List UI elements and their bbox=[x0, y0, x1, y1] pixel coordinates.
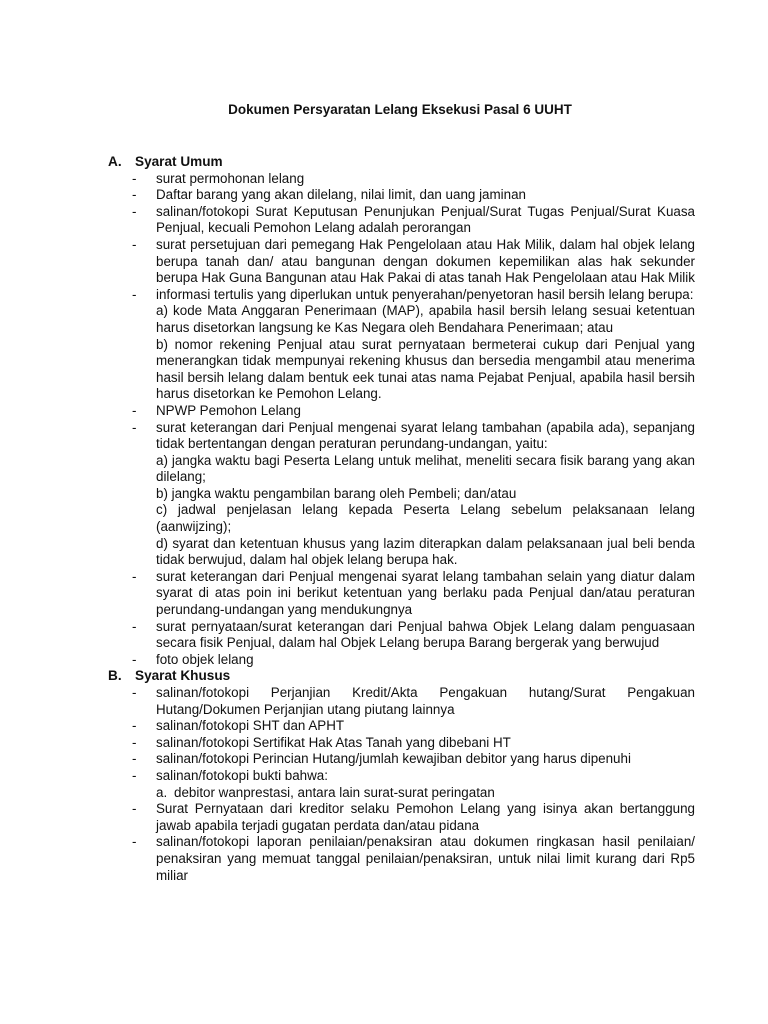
list-item bbox=[108, 403, 695, 420]
item-text: informasi tertulis yang diperlukan untuk penyerahan/penyetoran hasil bersih lelang berupa: bbox=[156, 286, 694, 302]
item-text: surat keterangan dari Penjual mengenai syarat lelang tambahan selain yang diatur dalam syarat di atas poin ini berikut ketentuan yang berlaku pada Penjual dan/atau peraturan perundang-undangan yang mendukungnya bbox=[156, 568, 695, 618]
bullet-dash: - bbox=[132, 419, 137, 435]
list-item bbox=[108, 801, 695, 834]
item-text: salinan/fotokopi Sertifikat Hak Atas Tanah yang dibebani HT bbox=[156, 734, 511, 750]
bullet-dash: - bbox=[132, 801, 137, 817]
bullet-dash: - bbox=[132, 203, 137, 219]
bullet-dash: - bbox=[132, 236, 137, 252]
item-text: surat keterangan dari Penjual mengenai syarat lelang tambahan (apabila ada), sepanjang tidak bertentangan dengan peraturan perundang-undangan, yaitu: bbox=[156, 419, 695, 452]
bullet-dash: - bbox=[132, 834, 137, 850]
bullet-dash: - bbox=[132, 187, 137, 203]
item-text: surat pernyataan/surat keterangan dari Penjual bahwa Objek Lelang dalam penguasaan secara fisik Penjual, dalam hal Objek Lelang berupa Barang bergerak yang berwujud bbox=[156, 618, 695, 651]
list-item bbox=[108, 187, 695, 204]
section-heading bbox=[108, 668, 695, 685]
sub-item-text: a) jangka waktu bagi Peserta Lelang untuk melihat, meneliti secara fisik barang yang akan dilelang; bbox=[156, 452, 695, 485]
list-item bbox=[108, 237, 695, 287]
sub-item-text: b) jangka waktu pengambilan barang oleh Pembeli; dan/atau bbox=[156, 485, 517, 501]
list-item bbox=[108, 768, 695, 801]
bullet-dash: - bbox=[132, 685, 137, 700]
item-text: foto objek lelang bbox=[156, 651, 254, 667]
item-text: salinan/fotokopi bukti bahwa: bbox=[156, 767, 328, 783]
list-item bbox=[108, 652, 695, 669]
item-text: Surat Pernyataan dari kreditor selaku Pemohon Lelang yang isinya akan bertanggung jawab apabila terjadi gugatan perdata dan/atau pidana bbox=[156, 801, 695, 833]
section-letter: A. bbox=[108, 154, 122, 169]
sub-item-text: d) syarat dan ketentuan khusus yang lazim diterapkan dalam pelaksanaan jual beli benda tidak berwujud, dalam hal objek lelang berupa hak. bbox=[156, 535, 695, 568]
item-text: salinan/fotokopi Surat Keputusan Penunjukan Penjual/Surat Tugas Penjual/Surat Kuasa Penjual, kecuali Pemohon Lelang adalah perorangan bbox=[156, 203, 695, 236]
list-item bbox=[108, 834, 695, 884]
item-text: surat persetujuan dari pemegang Hak Pengelolaan atau Hak Milik, dalam hal objek lelang berupa tanah dan/ atau bangunan dengan dokumen kepemilikan alas hak sekunder berupa Hak Guna Bangunan atau Hak Pakai di atas tanah Hak Pengelolaan atau Hak Milik bbox=[156, 236, 695, 286]
bullet-dash: - bbox=[132, 170, 137, 186]
list-item bbox=[108, 685, 695, 718]
list-item bbox=[108, 718, 695, 735]
section-title: Syarat Khusus bbox=[135, 668, 231, 684]
list-item bbox=[108, 735, 695, 752]
list-item bbox=[108, 751, 695, 768]
section-heading bbox=[108, 154, 695, 171]
document-body bbox=[108, 154, 695, 884]
list-item bbox=[108, 204, 695, 237]
list-item bbox=[108, 287, 695, 403]
sub-item-text: a) kode Mata Anggaran Penerimaan (MAP), apabila hasil bersih lelang sesuai ketentuan harus disetorkan langsung ke Kas Negara oleh Bendahara Penerimaan; atau bbox=[156, 303, 695, 335]
item-text: NPWP Pemohon Lelang bbox=[156, 402, 301, 418]
bullet-dash: - bbox=[132, 718, 137, 734]
bullet-dash: - bbox=[132, 767, 137, 783]
requirement-list bbox=[108, 685, 695, 884]
bullet-dash: - bbox=[132, 651, 137, 667]
sub-item-text: debitor wanprestasi, antara lain surat-surat peringatan bbox=[174, 784, 495, 800]
document-title: Dokumen Persyaratan Lelang Eksekusi Pasal 6 UUHT bbox=[228, 102, 572, 117]
item-text: Daftar barang yang akan dilelang, nilai limit, dan uang jaminan bbox=[156, 187, 526, 203]
sub-item-text: c) jadwal penjelasan lelang kepada Peserta Lelang sebelum pelaksanaan lelang (aanwijzing); bbox=[156, 502, 695, 535]
bullet-dash: - bbox=[132, 734, 137, 750]
sub-item-text: b) nomor rekening Penjual atau surat pernyataan bermeterai cukup dari Penjual yang menerangkan tidak mempunyai rekening khusus dan bersedia mengambil atau menerima hasil bersih lelang dalam bentuk eek tunai atas nama Pejabat Penjual, apabila hasil bersih harus disetorkan ke Pemohon Lelang. bbox=[156, 336, 695, 402]
bullet-dash: - bbox=[132, 568, 137, 584]
list-item bbox=[108, 420, 695, 569]
section-title: Syarat Umum bbox=[135, 154, 223, 169]
bullet-dash: - bbox=[132, 618, 137, 634]
sub-item-label: a. bbox=[156, 784, 168, 800]
item-text: salinan/fotokopi SHT dan APHT bbox=[156, 718, 345, 734]
list-item bbox=[108, 619, 695, 652]
sub-item bbox=[156, 785, 695, 802]
bullet-dash: - bbox=[132, 286, 137, 302]
requirement-list bbox=[108, 171, 695, 669]
bullet-dash: - bbox=[132, 402, 137, 418]
list-item bbox=[108, 569, 695, 619]
item-text: salinan/fotokopi Perincian Hutang/jumlah kewajiban debitor yang harus dipenuhi bbox=[156, 751, 631, 767]
section-letter: B. bbox=[108, 668, 122, 684]
item-text: salinan/fotokopi laporan penilaian/penaksiran atau dokumen ringkasan hasil penilaian/ penaksiran yang memuat tanggal penilaian/penaksiran, untuk nilai limit kurang dari Rp5 miliar bbox=[156, 834, 695, 883]
list-item bbox=[108, 171, 695, 188]
bullet-dash: - bbox=[132, 751, 137, 767]
item-text: surat permohonan lelang bbox=[156, 170, 305, 186]
item-text: salinan/fotokopi Perjanjian Kredit/Akta Pengakuan hutang/Surat Pengakuan Hutang/Dokumen Perjanjian utang piutang lainnya bbox=[156, 685, 695, 717]
